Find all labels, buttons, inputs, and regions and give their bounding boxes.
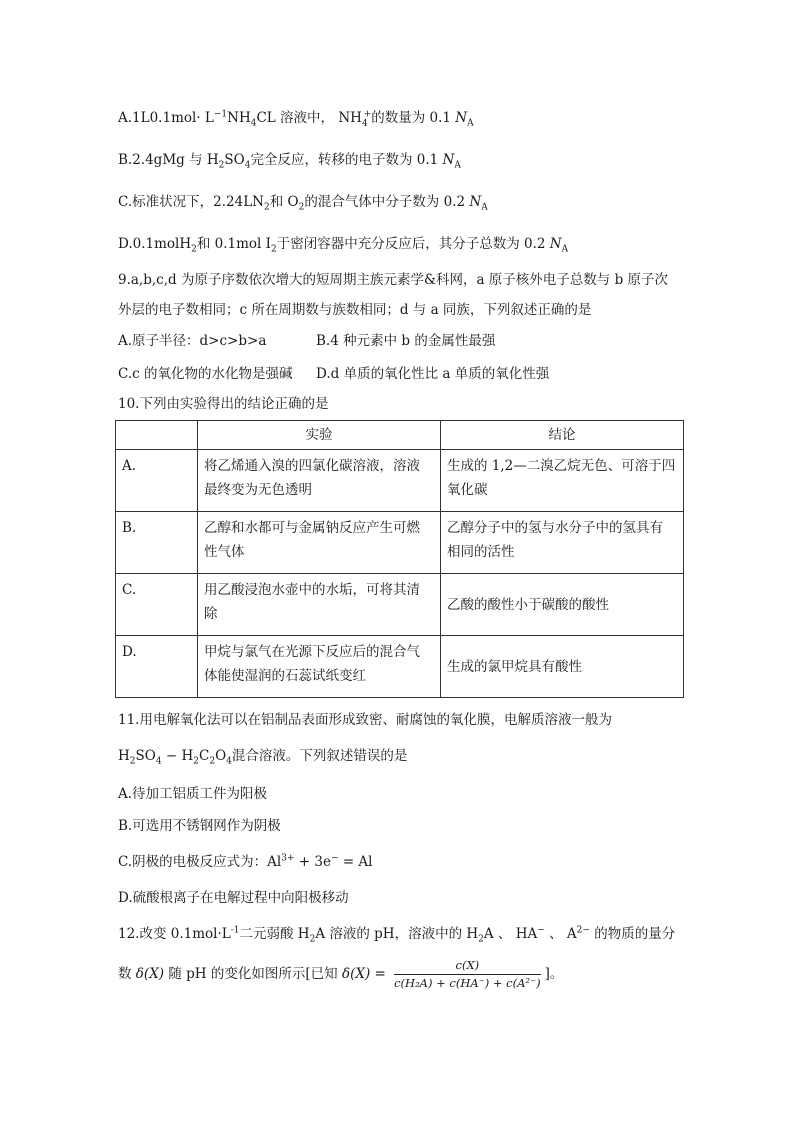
- q8-option-a: $A.1L0.1mol\cdot L^{-1}NH_4CL$ 溶液中， $NH_4^+$的数量为 0.1 $N_A$: [118, 109, 474, 129]
- row-label: C.: [116, 574, 198, 636]
- q9-stem-line1: 9.a,b,c,d 为原子序数依次增大的短周期主族元素学&科网，a 原子核外电子总数与 b 原子次: [118, 272, 669, 288]
- q9-option-b: B.4 种元素中 b 的金属性最强: [316, 333, 496, 349]
- q11-option-d: D.硫酸根离子在电解过程中向阳极移动: [118, 890, 349, 906]
- conclusion-cell: 乙醇分子中的氢与水分子中的氢具有 相同的活性: [441, 512, 684, 574]
- q9-option-a: A.原子半径：d>c>b>a: [118, 333, 267, 349]
- experiment-cell: 乙醇和水都可与金属钠反应产生可燃 性气体: [198, 512, 441, 574]
- q11-stem-line1: 11.用电解氧化法可以在铝制品表面形成致密、耐腐蚀的氧化膜，电解质溶液一般为: [118, 712, 612, 728]
- q10-stem: 10.下列由实验得出的结论正确的是: [118, 396, 329, 412]
- q9-option-c: C.c 的氧化物的水化物是强碱: [118, 366, 293, 382]
- row-label: D.: [116, 636, 198, 698]
- table-header-cell: 结论: [441, 421, 684, 450]
- table-row: [116, 512, 684, 574]
- row-label: B.: [116, 512, 198, 574]
- q11-option-b: B.可选用不锈钢网作为阴极: [118, 818, 281, 834]
- table-row: [116, 450, 684, 512]
- q11-option-a: A.待加工铝质工件为阳极: [118, 786, 268, 802]
- q10-table: [115, 420, 684, 698]
- table-row: [116, 636, 684, 698]
- q8-option-d: D.0.1molH$_2$和 0.1mol $I_2$于密闭容器中充分反应后，其分子总数为 0.2 $N_A$: [118, 236, 569, 255]
- q9-stem-line2: 外层的电子数相同；c 所在周期数与族数相同；d 与 a 同族，下列叙述正确的是: [118, 302, 592, 318]
- q11-stem-line2: $H_2SO_4 - H_2C_2O_4$混合溶液。下列叙述错误的是: [118, 748, 408, 767]
- table-header-cell: [116, 421, 198, 450]
- q12-stem-line1: 12.改变 $0.1mol\cdot L^{-1}$二元弱酸 $H_2A$ 溶液的 pH，溶液中的 $H_2A$ 、 HA− 、 $A^{2-}$ 的物质的量分: [118, 925, 676, 945]
- q11-option-c: C.阴极的电极反应式为：$Al^{3+} + 3e^- = Al$: [118, 853, 373, 870]
- q8-option-b: B.2.4gMg 与 $H_2SO_4$完全反应，转移的电子数为 0.1 $N_A$: [118, 152, 461, 171]
- q9-option-d: D.d 单质的氧化性比 a 单质的氧化性强: [316, 366, 550, 382]
- delta-fraction: [394, 958, 540, 991]
- conclusion-cell: 生成的氯甲烷具有酸性: [441, 636, 684, 698]
- row-label: A.: [116, 450, 198, 512]
- q8-option-c: C.标准状况下，$2.24LN_2$和 $O_2$的混合气体中分子数为 0.2 $N_A$: [118, 194, 488, 213]
- fraction-numerator: c(X): [394, 958, 540, 975]
- experiment-cell: 将乙烯通入溴的四氯化碳溶液，溶液 最终变为无色透明: [198, 450, 441, 512]
- conclusion-cell: 生成的 1,2—二溴乙烷无色、可溶于四 氧化碳: [441, 450, 684, 512]
- q12-stem-line2: 数 δ(X) 随 pH 的变化如图所示[已知 δ(X) = $\frac{c(X)}{\text{c(H₂A) + c(HA⁻) + c(A²⁻)}}$ ]。: [118, 958, 564, 990]
- table-header-cell: 实验: [198, 421, 441, 450]
- fraction-denominator: c(H₂A) + c(HA⁻) + c(A²⁻): [394, 976, 541, 990]
- table-row: [116, 574, 684, 636]
- experiment-cell: 甲烷与氯气在光源下反应后的混合气 体能使湿润的石蕊试纸变红: [198, 636, 441, 698]
- experiment-cell: 用乙酸浸泡水壶中的水垢，可将其清 除: [198, 574, 441, 636]
- conclusion-cell: 乙酸的酸性小于碳酸的酸性: [441, 574, 684, 636]
- table-header-row: [116, 421, 684, 450]
